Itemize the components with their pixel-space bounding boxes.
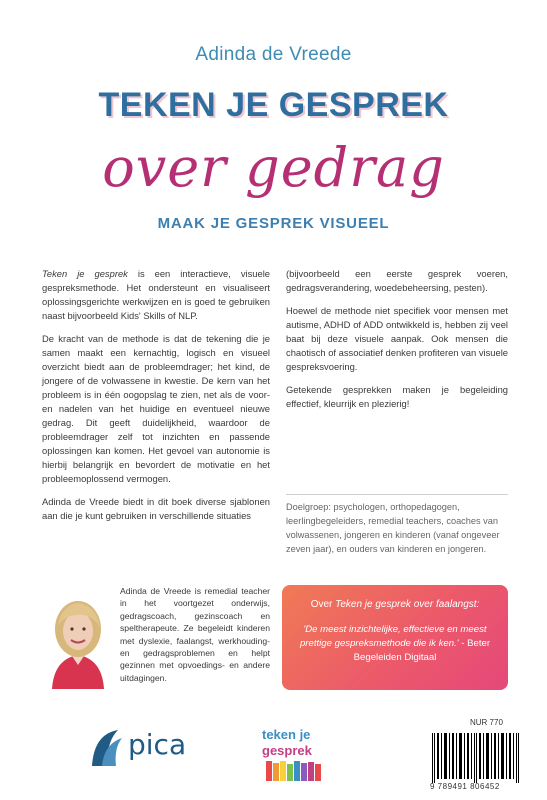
series-logo-line1: teken je bbox=[262, 727, 311, 742]
method-paragraph: De kracht van de methode is dat de tekening die je samen maakt een kernachtig, logisch en visueel overzicht biedt aan de probleemdrager; het kind, de jongere of de volwassene in kwestie. De kern van het probleem is in één oogopslag te zien, net als de voor- en nadelen van het huidige en eventueel nieuwe gedrag. Dit geeft duidelijkheid, waardoor de probleemdrager zelf tot inzichten en passende oplossingen kan komen. Het gevoel van autonomie is hierbij belangrijk en bevordert de motivatie en het probleemoplossend vermogen. bbox=[42, 333, 270, 484]
review-quote-box bbox=[282, 585, 508, 690]
author-bio: Adinda de Vreede is remedial teacher in het voortgezet onderwijs, gedragscoach, gezinscoach en speltherapeute. Ze begeleidt kinderen met dyslexie, faalangst, werkhouding- en gedragsproblemen en helpt gezinnen met opvoedings- en andere uitdagingen. bbox=[120, 586, 270, 683]
book-title: TEKEN JE GESPREK bbox=[98, 86, 449, 124]
tagline: MAAK JE GESPREK VISUEEL bbox=[157, 215, 390, 232]
templates-paragraph: Adinda de Vreede biedt in dit boek diverse sjablonen aan die je kunt gebruiken in verschillende situaties bbox=[42, 496, 270, 521]
author-name: Adinda de Vreede bbox=[195, 44, 352, 65]
isbn-barcode bbox=[430, 733, 525, 783]
description-left-column bbox=[42, 267, 270, 532]
description-right-column bbox=[286, 267, 508, 420]
author-photo bbox=[42, 585, 114, 689]
book-title-italic: Teken je gesprek bbox=[42, 268, 128, 279]
quote-heading bbox=[282, 599, 508, 610]
autism-paragraph: Hoewel de methode niet specifiek voor mensen met autisme, ADHD of ADD ontwikkeld is, hebben zij veel baat bij deze visuele aanpak. Ook mensen die chaotisch of associatief denken profiteren van visuele gespreksvoering. bbox=[286, 305, 509, 372]
quote-heading-title: Teken je gesprek over faalangst: bbox=[335, 599, 480, 610]
publisher-name: pica bbox=[128, 728, 187, 761]
series-logo-line2: gesprek bbox=[262, 743, 312, 758]
nur-code: NUR 770 bbox=[470, 718, 503, 727]
isbn-number: 9 789491 806452 bbox=[430, 782, 500, 791]
quote-source: - Beter Begeleiden Digitaal bbox=[353, 638, 491, 663]
intro-paragraph bbox=[42, 267, 270, 323]
situations-paragraph: (bijvoorbeeld een eerste gesprek voeren, gedragsverandering, woedebeheersing, pesten). bbox=[286, 268, 508, 293]
target-audience: Doelgroep: psychologen, orthopedagogen, leerlingbegeleiders, remedial teachers, coaches van volwassenen, jongeren en kinderen (vanaf ongeveer zeven jaar), en ouders van kinderen en jongeren. bbox=[286, 494, 508, 556]
closing-paragraph: Getekende gesprekken maken je begeleiding effectief, kleurrijk en plezierig! bbox=[286, 384, 508, 409]
intro-text: is een interactieve, visuele gespreksmethode. Het ondersteunt en visualiseert oplossingsgerichte werkwijzen en is goed te gebruiken naast bijvoorbeeld Kids' Skills of NLP. bbox=[42, 268, 271, 321]
quote-heading-prefix: Over bbox=[310, 599, 336, 610]
quote-text bbox=[292, 623, 498, 665]
book-subtitle: over gedrag bbox=[102, 136, 445, 199]
quote-body: 'De meest inzichtelijke, effectieve en meest prettige gespreksmethode die ik ken.' bbox=[299, 624, 487, 649]
